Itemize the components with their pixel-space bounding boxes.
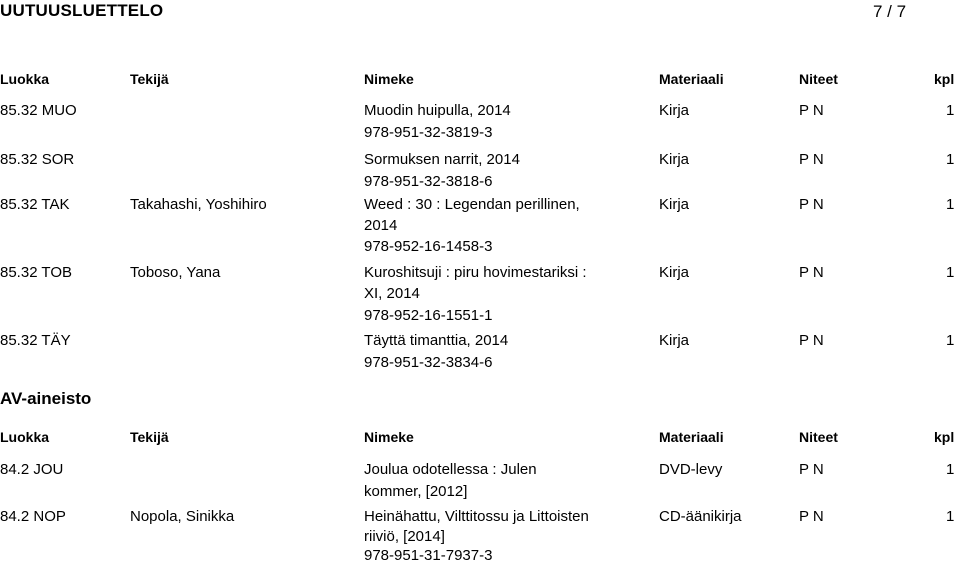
col-header-tekija: Tekijä <box>130 71 169 87</box>
cell-tekija: Nopola, Sinikka <box>130 508 235 525</box>
col-header-luokka: Luokka <box>0 71 50 87</box>
cell-nimeke: Kuroshitsuji : piru hovimestariksi : <box>364 264 587 281</box>
cell-materiaali: Kirja <box>659 196 690 213</box>
cell-nimeke-cont: kommer, [2012] <box>364 483 468 500</box>
cell-nimeke-cont: riiviö, [2014] <box>364 528 445 545</box>
page-number: 7 / 7 <box>873 2 907 21</box>
cell-niteet: P N <box>799 264 824 281</box>
cell-niteet: P N <box>799 196 824 213</box>
col-header-nimeke: Nimeke <box>364 429 414 445</box>
cell-niteet: P N <box>799 461 824 478</box>
cell-materiaali: Kirja <box>659 151 690 168</box>
cell-nimeke-cont: XI, 2014 <box>364 285 420 302</box>
cell-luokka: 85.32 TAK <box>0 196 70 213</box>
section-title-av: AV-aineisto <box>0 389 92 408</box>
document-title: UUTUUSLUETTELO <box>0 1 164 20</box>
cell-kpl: 1 <box>946 508 955 525</box>
cell-isbn: 978-952-16-1458-3 <box>364 238 493 255</box>
cell-niteet: P N <box>799 332 824 349</box>
cell-luokka: 85.32 TOB <box>0 264 72 281</box>
cell-niteet: P N <box>799 102 824 119</box>
cell-nimeke: Heinähattu, Vilttitossu ja Littoisten <box>364 508 589 525</box>
cell-tekija: Takahashi, Yoshihiro <box>130 196 267 213</box>
cell-kpl: 1 <box>946 264 955 281</box>
cell-niteet: P N <box>799 508 824 525</box>
cell-materiaali: Kirja <box>659 332 690 349</box>
cell-luokka: 84.2 JOU <box>0 461 64 478</box>
cell-nimeke: Sormuksen narrit, 2014 <box>364 151 520 168</box>
cell-materiaali: Kirja <box>659 264 690 281</box>
col-header-niteet: Niteet <box>799 71 838 87</box>
cell-isbn: 978-951-32-3819-3 <box>364 124 493 141</box>
col-header-materiaali: Materiaali <box>659 71 724 87</box>
cell-luokka: 85.32 MUO <box>0 102 77 119</box>
cell-kpl: 1 <box>946 332 955 349</box>
cell-luokka: 85.32 TÄY <box>0 332 71 349</box>
cell-isbn: 978-951-32-3818-6 <box>364 173 493 190</box>
cell-nimeke: Weed : 30 : Legendan perillinen, <box>364 196 580 213</box>
col-header-kpl: kpl <box>934 71 955 87</box>
cell-nimeke: Muodin huipulla, 2014 <box>364 102 511 119</box>
cell-kpl: 1 <box>946 196 955 213</box>
cell-kpl: 1 <box>946 102 955 119</box>
cell-isbn: 978-952-16-1551-1 <box>364 307 493 324</box>
cell-materiaali: CD-äänikirja <box>659 508 742 525</box>
col-header-kpl: kpl <box>934 429 955 445</box>
col-header-nimeke: Nimeke <box>364 71 414 87</box>
cell-isbn: 978-951-32-3834-6 <box>364 354 493 371</box>
cell-materiaali: Kirja <box>659 102 690 119</box>
cell-isbn: 978-951-31-7937-3 <box>364 547 493 564</box>
cell-luokka: 85.32 SOR <box>0 151 75 168</box>
cell-tekija: Toboso, Yana <box>130 264 221 281</box>
cell-niteet: P N <box>799 151 824 168</box>
cell-nimeke: Joulua odotellessa : Julen <box>364 461 537 478</box>
cell-luokka: 84.2 NOP <box>0 508 66 525</box>
col-header-materiaali: Materiaali <box>659 429 724 445</box>
cell-nimeke: Täyttä timanttia, 2014 <box>364 332 509 349</box>
col-header-tekija: Tekijä <box>130 429 169 445</box>
cell-materiaali: DVD-levy <box>659 461 723 478</box>
cell-nimeke-cont: 2014 <box>364 217 398 234</box>
col-header-niteet: Niteet <box>799 429 838 445</box>
cell-kpl: 1 <box>946 461 955 478</box>
cell-kpl: 1 <box>946 151 955 168</box>
col-header-luokka: Luokka <box>0 429 50 445</box>
